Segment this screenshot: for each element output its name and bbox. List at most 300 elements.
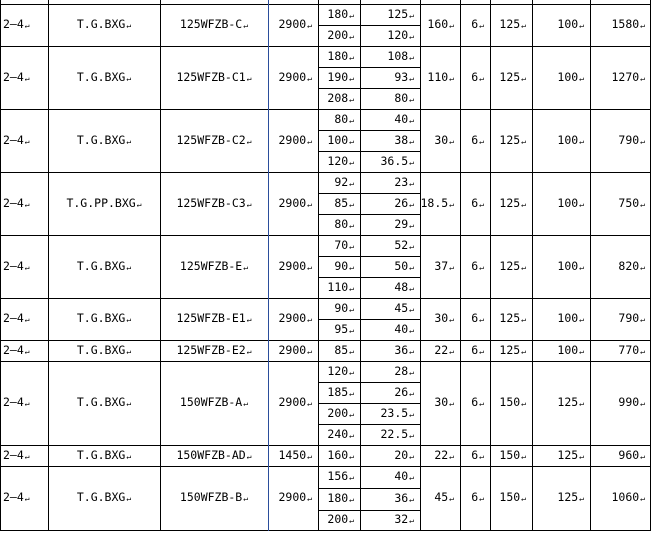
weight-cell-text: 750 [618, 195, 640, 210]
stages-cell [0, 340, 48, 361]
paragraph-mark-icon: ↵ [409, 451, 414, 461]
material-cell [48, 46, 160, 109]
weight-cell-text: 990 [618, 395, 640, 410]
material-cell [48, 109, 160, 172]
paragraph-mark-icon: ↵ [521, 399, 526, 408]
paragraph-mark-icon: ↵ [126, 451, 132, 461]
paragraph-mark-icon: ↵ [307, 262, 312, 272]
paragraph-mark-icon: ↵ [349, 10, 354, 20]
paragraph-mark-icon: ↵ [126, 262, 132, 272]
paragraph-mark-icon: ↵ [409, 178, 414, 188]
paragraph-mark-icon: ↵ [349, 157, 354, 167]
paragraph-mark-icon: ↵ [349, 52, 354, 62]
flow-cell-text: 100 [327, 132, 349, 147]
paragraph-mark-icon: ↵ [479, 21, 484, 30]
paragraph-mark-icon: ↵ [521, 136, 526, 146]
material-cell [48, 361, 160, 445]
power-cell-text: 18.5 [420, 195, 449, 210]
inlet-cell [460, 4, 490, 46]
paragraph-mark-icon: ↵ [307, 21, 312, 30]
sub-row-divider [318, 403, 420, 404]
paragraph-mark-icon: ↵ [307, 136, 312, 146]
model-cell [160, 298, 268, 340]
flow-cell-text: 85 [334, 195, 349, 210]
weight-cell-text: 1580 [611, 17, 640, 32]
paragraph-mark-icon: ↵ [521, 21, 526, 30]
speed-cell [268, 298, 318, 340]
paragraph-mark-icon: ↵ [640, 451, 645, 461]
stages-cell-text: 2—4 [3, 195, 24, 210]
speed-cell [268, 340, 318, 361]
outlet-1-cell-text: 125 [499, 17, 521, 32]
inlet-cell [460, 172, 490, 235]
outlet-1-cell-text: 125 [499, 69, 521, 84]
paragraph-mark-icon: ↵ [579, 494, 584, 503]
paragraph-mark-icon: ↵ [449, 451, 454, 461]
paragraph-mark-icon: ↵ [349, 283, 354, 293]
speed-cell-text: 2900 [278, 395, 307, 410]
inlet-cell [460, 109, 490, 172]
paragraph-mark-icon: ↵ [246, 199, 252, 209]
paragraph-mark-icon: ↵ [449, 346, 454, 356]
flow-cell [318, 256, 360, 277]
head-cell [360, 214, 420, 235]
flow-cell-text: 200 [327, 405, 349, 420]
power-cell [420, 109, 460, 172]
sub-row-divider [318, 67, 420, 68]
model-cell-text: 125WFZB-C1 [176, 69, 246, 84]
stages-cell [0, 46, 48, 109]
outlet-1-cell [490, 4, 532, 46]
stages-cell-text: 2—4 [3, 132, 24, 147]
stages-cell-text: 2—4 [3, 395, 24, 410]
model-cell [160, 361, 268, 445]
speed-cell [268, 46, 318, 109]
weight-cell-text: 790 [618, 311, 640, 326]
paragraph-mark-icon: ↵ [579, 73, 584, 83]
paragraph-mark-icon: ↵ [349, 495, 354, 504]
paragraph-mark-icon: ↵ [409, 473, 414, 482]
sub-row-divider [318, 25, 420, 26]
flow-cell-text: 90 [334, 300, 349, 315]
outlet-2-cell [532, 46, 590, 109]
paragraph-mark-icon: ↵ [349, 94, 354, 104]
weight-cell-text: 960 [618, 447, 640, 462]
paragraph-mark-icon: ↵ [126, 494, 132, 503]
paragraph-mark-icon: ↵ [24, 21, 30, 30]
column-divider [490, 0, 491, 531]
paragraph-mark-icon: ↵ [243, 494, 249, 503]
head-cell-text: 40 [394, 321, 409, 336]
head-cell [360, 445, 420, 466]
paragraph-mark-icon: ↵ [409, 52, 414, 62]
flow-cell [318, 319, 360, 340]
paragraph-mark-icon: ↵ [409, 241, 414, 251]
head-cell [360, 319, 420, 340]
paragraph-mark-icon: ↵ [24, 494, 30, 503]
paragraph-mark-icon: ↵ [521, 346, 526, 356]
flow-cell [318, 361, 360, 382]
sub-row-divider [318, 214, 420, 215]
head-cell-text: 48 [394, 279, 409, 294]
sub-row-divider [318, 193, 420, 194]
inlet-cell [460, 46, 490, 109]
paragraph-mark-icon: ↵ [449, 262, 454, 272]
head-cell [360, 510, 420, 530]
paragraph-mark-icon: ↵ [640, 199, 645, 209]
inlet-cell-text: 6 [471, 490, 479, 505]
head-cell-text: 45 [394, 300, 409, 315]
head-cell-text: 20 [394, 447, 409, 462]
head-cell [360, 361, 420, 382]
outlet-1-cell-text: 125 [499, 132, 521, 147]
paragraph-mark-icon: ↵ [479, 136, 484, 146]
flow-cell [318, 466, 360, 488]
inlet-cell-text: 6 [471, 69, 479, 84]
model-cell-text: 150WFZB-B [179, 490, 243, 505]
flow-cell-text: 110 [327, 279, 349, 294]
stages-cell-text: 2—4 [3, 490, 24, 505]
head-cell [360, 4, 420, 25]
paragraph-mark-icon: ↵ [246, 315, 252, 324]
outlet-1-cell [490, 46, 532, 109]
model-cell [160, 235, 268, 298]
inlet-cell [460, 361, 490, 445]
head-cell [360, 298, 420, 319]
head-cell-text: 28 [394, 363, 409, 378]
model-cell [160, 109, 268, 172]
paragraph-mark-icon: ↵ [479, 399, 484, 408]
paragraph-mark-icon: ↵ [521, 199, 526, 209]
paragraph-mark-icon: ↵ [640, 346, 645, 356]
paragraph-mark-icon: ↵ [349, 516, 354, 525]
material-cell-text: T.G.BXG [76, 490, 126, 505]
paragraph-mark-icon: ↵ [409, 409, 414, 419]
weight-cell-text: 1060 [611, 490, 640, 505]
flow-cell [318, 235, 360, 256]
head-cell-text: 40 [394, 469, 409, 484]
head-cell-text: 125 [387, 6, 409, 21]
flow-cell-text: 190 [327, 69, 349, 84]
flow-cell-text: 180 [327, 6, 349, 21]
speed-cell [268, 445, 318, 466]
outlet-1-cell [490, 466, 532, 530]
outlet-2-cell [532, 4, 590, 46]
paragraph-mark-icon: ↵ [246, 346, 252, 356]
flow-cell-text: 180 [327, 48, 349, 63]
material-cell-text: T.G.BXG [76, 69, 126, 84]
outlet-2-cell [532, 466, 590, 530]
outlet-2-cell-text: 100 [557, 311, 579, 326]
paragraph-mark-icon: ↵ [521, 73, 526, 83]
material-cell-text: T.G.BXG [76, 447, 126, 462]
paragraph-mark-icon: ↵ [579, 262, 584, 272]
head-cell-text: 22.5 [380, 426, 409, 441]
paragraph-mark-icon: ↵ [409, 136, 414, 146]
paragraph-mark-icon: ↵ [243, 399, 249, 408]
model-cell [160, 445, 268, 466]
column-divider [532, 0, 533, 531]
flow-cell [318, 445, 360, 466]
paragraph-mark-icon: ↵ [409, 495, 414, 504]
head-cell [360, 340, 420, 361]
speed-cell-text: 2900 [278, 342, 307, 357]
stages-cell [0, 298, 48, 340]
paragraph-mark-icon: ↵ [307, 346, 312, 356]
speed-cell [268, 4, 318, 46]
flow-cell-text: 120 [327, 153, 349, 168]
paragraph-mark-icon: ↵ [246, 136, 252, 146]
stages-cell-text: 2—4 [3, 17, 24, 32]
speed-cell-text: 2900 [278, 132, 307, 147]
weight-cell-text: 820 [618, 258, 640, 273]
paragraph-mark-icon: ↵ [349, 430, 354, 440]
flow-cell-text: 180 [327, 491, 349, 506]
paragraph-mark-icon: ↵ [521, 315, 526, 324]
column-divider [460, 0, 461, 531]
paragraph-mark-icon: ↵ [409, 304, 414, 314]
paragraph-mark-icon: ↵ [409, 388, 414, 398]
stages-cell [0, 445, 48, 466]
weight-cell [590, 466, 651, 530]
paragraph-mark-icon: ↵ [409, 430, 414, 440]
weight-cell [590, 172, 651, 235]
paragraph-mark-icon: ↵ [409, 10, 414, 20]
paragraph-mark-icon: ↵ [307, 451, 312, 461]
outlet-1-cell-text: 150 [499, 490, 521, 505]
paragraph-mark-icon: ↵ [449, 199, 454, 209]
head-cell [360, 256, 420, 277]
outlet-1-cell [490, 172, 532, 235]
paragraph-mark-icon: ↵ [307, 399, 312, 408]
paragraph-mark-icon: ↵ [479, 315, 484, 324]
paragraph-mark-icon: ↵ [409, 115, 414, 125]
speed-cell [268, 109, 318, 172]
sub-row-divider [318, 88, 420, 89]
weight-cell [590, 340, 651, 361]
paragraph-mark-icon: ↵ [409, 516, 414, 525]
paragraph-mark-icon: ↵ [126, 136, 132, 146]
flow-cell-text: 120 [327, 363, 349, 378]
paragraph-mark-icon: ↵ [640, 262, 645, 272]
head-cell-text: 23.5 [380, 405, 409, 420]
flow-cell [318, 172, 360, 193]
outlet-2-cell-text: 100 [557, 195, 579, 210]
paragraph-mark-icon: ↵ [349, 409, 354, 419]
flow-cell-text: 85 [334, 342, 349, 357]
weight-cell [590, 46, 651, 109]
paragraph-mark-icon: ↵ [479, 346, 484, 356]
paragraph-mark-icon: ↵ [579, 399, 584, 408]
paragraph-mark-icon: ↵ [640, 399, 645, 408]
paragraph-mark-icon: ↵ [579, 451, 584, 461]
flow-cell-text: 95 [334, 321, 349, 336]
stages-cell [0, 172, 48, 235]
power-cell [420, 445, 460, 466]
outlet-2-cell [532, 445, 590, 466]
inlet-cell-text: 6 [471, 195, 479, 210]
material-cell-text: T.G.BXG [76, 395, 126, 410]
flow-cell-text: 160 [327, 447, 349, 462]
weight-cell-text: 770 [618, 342, 640, 357]
model-cell-text: 125WFZB-C3 [176, 195, 246, 210]
paragraph-mark-icon: ↵ [449, 21, 454, 30]
inlet-cell [460, 445, 490, 466]
outlet-1-cell-text: 125 [499, 311, 521, 326]
power-cell [420, 340, 460, 361]
flow-cell [318, 298, 360, 319]
outlet-2-cell [532, 361, 590, 445]
column-divider [0, 0, 1, 531]
flow-cell [318, 46, 360, 67]
inlet-cell [460, 340, 490, 361]
paragraph-mark-icon: ↵ [449, 315, 454, 324]
model-cell-text: 125WFZB-C2 [176, 132, 246, 147]
flow-cell-text: 200 [327, 27, 349, 42]
head-cell-text: 40 [394, 111, 409, 126]
sub-row-divider [318, 488, 420, 489]
paragraph-mark-icon: ↵ [349, 73, 354, 83]
power-cell [420, 361, 460, 445]
weight-cell [590, 445, 651, 466]
outlet-2-cell-text: 100 [557, 342, 579, 357]
paragraph-mark-icon: ↵ [246, 451, 252, 461]
flow-cell [318, 403, 360, 424]
flow-cell [318, 510, 360, 530]
weight-cell [590, 298, 651, 340]
inlet-cell-text: 6 [471, 342, 479, 357]
power-cell-text: 45 [434, 490, 449, 505]
power-cell [420, 46, 460, 109]
weight-cell [590, 361, 651, 445]
column-divider [360, 0, 361, 531]
model-cell-text: 125WFZB-C [179, 17, 243, 32]
stages-cell [0, 4, 48, 46]
stages-cell-text: 2—4 [3, 311, 24, 326]
inlet-cell [460, 235, 490, 298]
power-cell-text: 37 [434, 258, 449, 273]
sub-row-divider [318, 510, 420, 511]
model-cell-text: 125WFZB-E1 [176, 311, 246, 326]
power-cell-text: 22 [434, 447, 449, 462]
paragraph-mark-icon: ↵ [349, 199, 354, 209]
paragraph-mark-icon: ↵ [349, 262, 354, 272]
paragraph-mark-icon: ↵ [579, 315, 584, 324]
head-cell-text: 36 [394, 342, 409, 357]
outlet-2-cell [532, 298, 590, 340]
paragraph-mark-icon: ↵ [349, 325, 354, 335]
paragraph-mark-icon: ↵ [349, 388, 354, 398]
stages-cell-text: 2—4 [3, 69, 24, 84]
model-cell [160, 4, 268, 46]
paragraph-mark-icon: ↵ [409, 94, 414, 104]
power-cell [420, 298, 460, 340]
paragraph-mark-icon: ↵ [24, 136, 30, 146]
flow-cell-text: 80 [334, 216, 349, 231]
weight-cell [590, 235, 651, 298]
power-cell [420, 4, 460, 46]
paragraph-mark-icon: ↵ [479, 451, 484, 461]
speed-cell-text: 2900 [278, 17, 307, 32]
flow-cell [318, 151, 360, 172]
weight-cell-text: 790 [618, 132, 640, 147]
model-cell [160, 46, 268, 109]
power-cell-text: 110 [427, 69, 449, 84]
paragraph-mark-icon: ↵ [579, 199, 584, 209]
stages-cell-text: 2—4 [3, 258, 24, 273]
paragraph-mark-icon: ↵ [307, 73, 312, 83]
paragraph-mark-icon: ↵ [243, 21, 249, 30]
speed-cell-text: 2900 [278, 490, 307, 505]
paragraph-mark-icon: ↵ [24, 73, 30, 83]
paragraph-mark-icon: ↵ [24, 315, 30, 324]
weight-cell [590, 4, 651, 46]
paragraph-mark-icon: ↵ [640, 136, 645, 146]
outlet-1-cell-text: 125 [499, 258, 521, 273]
flow-cell [318, 277, 360, 298]
paragraph-mark-icon: ↵ [307, 315, 312, 324]
sub-row-divider [318, 151, 420, 152]
head-cell-text: 36 [394, 491, 409, 506]
speed-cell-text: 2900 [278, 69, 307, 84]
material-cell [48, 4, 160, 46]
inlet-cell-text: 6 [471, 447, 479, 462]
paragraph-mark-icon: ↵ [24, 451, 30, 461]
model-cell-text: 125WFZB-E2 [176, 342, 246, 357]
flow-cell [318, 4, 360, 25]
stages-cell [0, 466, 48, 530]
head-cell-text: 36.5 [380, 153, 409, 168]
paragraph-mark-icon: ↵ [307, 494, 312, 503]
paragraph-mark-icon: ↵ [409, 199, 414, 209]
outlet-2-cell [532, 340, 590, 361]
head-cell [360, 403, 420, 424]
paragraph-mark-icon: ↵ [579, 21, 584, 30]
material-cell-text: T.G.BXG [76, 258, 126, 273]
paragraph-mark-icon: ↵ [521, 451, 526, 461]
paragraph-mark-icon: ↵ [409, 367, 414, 377]
paragraph-mark-icon: ↵ [349, 220, 354, 230]
sub-row-divider [318, 256, 420, 257]
speed-cell-text: 2900 [278, 258, 307, 273]
paragraph-mark-icon: ↵ [349, 346, 354, 356]
sub-row-divider [318, 130, 420, 131]
material-cell-text: T.G.BXG [76, 17, 126, 32]
outlet-2-cell [532, 172, 590, 235]
flow-cell-text: 240 [327, 426, 349, 441]
paragraph-mark-icon: ↵ [640, 494, 645, 503]
material-cell [48, 235, 160, 298]
head-cell-text: 52 [394, 237, 409, 252]
paragraph-mark-icon: ↵ [521, 262, 526, 272]
flow-cell [318, 424, 360, 445]
paragraph-mark-icon: ↵ [521, 494, 526, 503]
paragraph-mark-icon: ↵ [24, 399, 30, 408]
outlet-1-cell [490, 361, 532, 445]
head-cell-text: 108 [387, 48, 409, 63]
speed-cell-text: 2900 [278, 195, 307, 210]
flow-cell [318, 109, 360, 130]
model-cell [160, 466, 268, 530]
power-cell-text: 30 [434, 311, 449, 326]
head-cell-text: 80 [394, 90, 409, 105]
column-divider [318, 0, 319, 531]
column-divider [590, 0, 591, 531]
flow-cell [318, 88, 360, 109]
outlet-2-cell-text: 125 [557, 447, 579, 462]
material-cell [48, 340, 160, 361]
inlet-cell-text: 6 [471, 17, 479, 32]
